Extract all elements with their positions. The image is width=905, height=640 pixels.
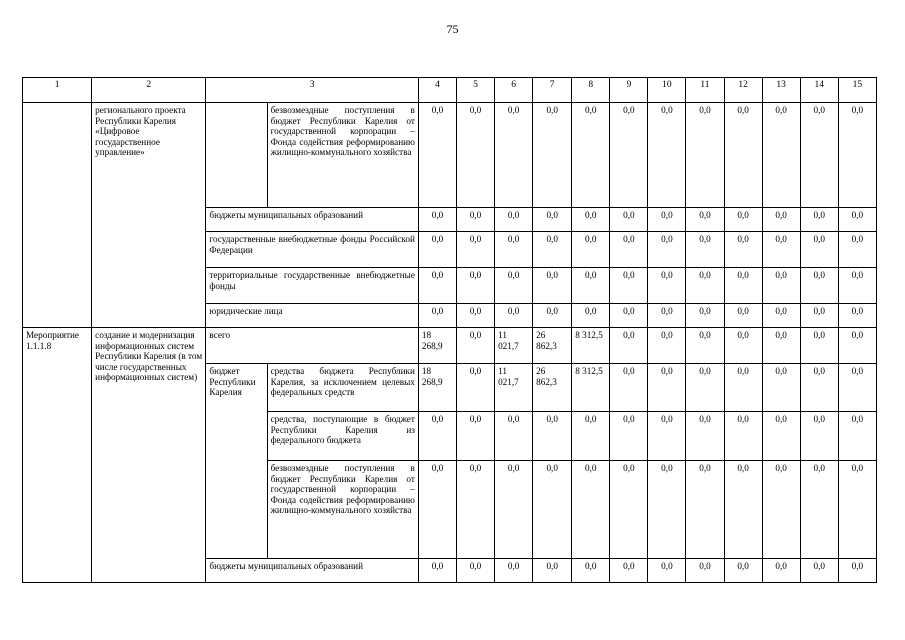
value-cell: 0,0 (572, 412, 610, 461)
value-cell: 0,0 (724, 412, 762, 461)
col-header-12: 12 (724, 78, 762, 103)
value-cell: 0,0 (648, 268, 686, 304)
value-cell: 0,0 (495, 208, 533, 232)
value-cell: 0,0 (610, 232, 648, 268)
value-cell: 0,0 (456, 268, 494, 304)
table-row (23, 328, 877, 364)
value-cell: 0,0 (572, 304, 610, 328)
funding-table (22, 77, 877, 583)
value-cell: 0,0 (686, 232, 724, 268)
value-cell: 0,0 (762, 208, 800, 232)
value-cell: 0,0 (838, 304, 876, 328)
activity-code-cell: Мероприятие 1.1.1.8 (23, 328, 92, 583)
value-cell: 0,0 (572, 103, 610, 208)
value-cell: 0,0 (838, 364, 876, 412)
source-label: средства бюджета Республики Карелия, за исключением целевых федеральных средств (267, 364, 418, 412)
value-cell: 0,0 (456, 232, 494, 268)
value-cell: 0,0 (724, 328, 762, 364)
value-cell: 0,0 (456, 208, 494, 232)
source-label: безвозмездные поступления в бюджет Республики Карелия от государственной корпорации – Фонда содействия реформированию жилищно-коммунального хозяйства (267, 103, 418, 208)
page-number: 75 (446, 22, 459, 36)
col-header-7: 7 (533, 78, 572, 103)
value-cell: 0,0 (533, 412, 572, 461)
value-cell: 0,0 (418, 559, 456, 583)
value-cell: 0,0 (648, 364, 686, 412)
col-header-4: 4 (418, 78, 456, 103)
value-cell: 0,0 (762, 412, 800, 461)
value-cell: 18 268,9 (418, 364, 456, 412)
value-cell: 0,0 (456, 461, 494, 559)
value-cell: 0,0 (800, 232, 838, 268)
value-cell: 0,0 (838, 559, 876, 583)
col-header-15: 15 (838, 78, 876, 103)
value-cell: 0,0 (533, 232, 572, 268)
value-cell: 0,0 (495, 268, 533, 304)
value-cell: 0,0 (418, 208, 456, 232)
value-cell: 0,0 (762, 461, 800, 559)
col-header-14: 14 (800, 78, 838, 103)
value-cell: 0,0 (533, 208, 572, 232)
value-cell: 0,0 (495, 461, 533, 559)
value-cell: 0,0 (456, 103, 494, 208)
value-cell: 0,0 (418, 461, 456, 559)
value-cell: 0,0 (533, 103, 572, 208)
value-cell: 0,0 (800, 364, 838, 412)
col-header-5: 5 (456, 78, 494, 103)
value-cell: 0,0 (648, 461, 686, 559)
value-cell: 0,0 (838, 461, 876, 559)
value-cell: 0,0 (800, 559, 838, 583)
source-label: бюджеты муниципальных образований (206, 208, 418, 232)
value-cell: 0,0 (800, 268, 838, 304)
value-cell: 0,0 (418, 304, 456, 328)
value-cell: 0,0 (762, 328, 800, 364)
value-cell: 0,0 (610, 364, 648, 412)
value-cell: 0,0 (838, 103, 876, 208)
value-cell: 0,0 (610, 103, 648, 208)
activity-name-cell: создание и модернизация информационных систем Республики Карелия (в том числе государственных информационных систем) (92, 328, 206, 583)
col-header-10: 10 (648, 78, 686, 103)
value-cell: 0,0 (648, 232, 686, 268)
value-cell: 0,0 (456, 559, 494, 583)
value-cell: 0,0 (533, 461, 572, 559)
value-cell: 0,0 (610, 268, 648, 304)
value-cell: 0,0 (533, 304, 572, 328)
value-cell: 0,0 (686, 559, 724, 583)
value-cell: 0,0 (762, 232, 800, 268)
col-header-11: 11 (686, 78, 724, 103)
value-cell: 0,0 (838, 208, 876, 232)
value-cell: 0,0 (495, 232, 533, 268)
value-cell: 0,0 (648, 559, 686, 583)
value-cell: 0,0 (418, 268, 456, 304)
value-cell: 18 268,9 (418, 328, 456, 364)
value-cell: 0,0 (686, 304, 724, 328)
value-cell: 0,0 (686, 461, 724, 559)
value-cell: 0,0 (724, 103, 762, 208)
value-cell: 0,0 (648, 304, 686, 328)
value-cell: 0,0 (762, 103, 800, 208)
value-cell: 0,0 (724, 364, 762, 412)
source-label: юридические лица (206, 304, 418, 328)
value-cell: 0,0 (418, 103, 456, 208)
value-cell: 0,0 (762, 559, 800, 583)
source-label: безвозмездные поступления в бюджет Республики Карелия от государственной корпорации – Фонда содействия реформированию жилищно-коммунального хозяйства (267, 461, 418, 559)
value-cell: 0,0 (648, 412, 686, 461)
value-cell: 0,0 (724, 559, 762, 583)
value-cell: 0,0 (495, 559, 533, 583)
value-cell: 0,0 (495, 103, 533, 208)
value-cell: 0,0 (648, 103, 686, 208)
value-cell: 0,0 (610, 304, 648, 328)
col-header-6: 6 (495, 78, 533, 103)
value-cell: 0,0 (495, 304, 533, 328)
value-cell: 0,0 (762, 364, 800, 412)
value-cell: 0,0 (800, 412, 838, 461)
value-cell: 0,0 (456, 364, 494, 412)
source-label: всего (206, 328, 418, 364)
value-cell: 0,0 (572, 232, 610, 268)
value-cell: 0,0 (686, 268, 724, 304)
value-cell: 0,0 (838, 412, 876, 461)
col-header-3: 3 (206, 78, 418, 103)
value-cell: 0,0 (838, 328, 876, 364)
value-cell: 0,0 (724, 304, 762, 328)
value-cell: 8 312,5 (572, 328, 610, 364)
source-label: территориальные государственные внебюджетные фонды (206, 268, 418, 304)
value-cell: 26 862,3 (533, 364, 572, 412)
value-cell: 0,0 (572, 268, 610, 304)
value-cell: 0,0 (648, 328, 686, 364)
value-cell: 0,0 (762, 304, 800, 328)
value-cell: 0,0 (724, 208, 762, 232)
value-cell: 0,0 (724, 461, 762, 559)
budget-rk-label: бюджет Республики Карелия (206, 364, 267, 559)
source-label: средства, поступающие в бюджет Республики Карелия из федерального бюджета (267, 412, 418, 461)
value-cell: 0,0 (800, 328, 838, 364)
value-cell: 8 312,5 (572, 364, 610, 412)
value-cell: 0,0 (610, 208, 648, 232)
value-cell: 0,0 (838, 268, 876, 304)
value-cell: 0,0 (456, 328, 494, 364)
value-cell: 0,0 (838, 232, 876, 268)
value-cell: 0,0 (686, 328, 724, 364)
value-cell: 0,0 (724, 232, 762, 268)
value-cell: 0,0 (800, 208, 838, 232)
value-cell: 0,0 (800, 461, 838, 559)
value-cell: 0,0 (800, 304, 838, 328)
col-header-9: 9 (610, 78, 648, 103)
value-cell: 0,0 (762, 268, 800, 304)
value-cell: 0,0 (686, 208, 724, 232)
project-name-cell: регионального проекта Республики Карелия «Цифровое государственное управление» (92, 103, 206, 328)
value-cell: 0,0 (495, 412, 533, 461)
value-cell: 0,0 (648, 208, 686, 232)
value-cell: 0,0 (800, 103, 838, 208)
value-cell: 0,0 (724, 268, 762, 304)
col-header-2: 2 (92, 78, 206, 103)
value-cell: 0,0 (456, 412, 494, 461)
table-row (23, 103, 877, 208)
subsource-cell (206, 103, 267, 208)
value-cell: 11 021,7 (495, 328, 533, 364)
value-cell: 0,0 (533, 268, 572, 304)
value-cell: 0,0 (610, 559, 648, 583)
col-header-8: 8 (572, 78, 610, 103)
value-cell: 26 862,3 (533, 328, 572, 364)
value-cell: 0,0 (610, 412, 648, 461)
code-cell (23, 103, 92, 328)
col-header-13: 13 (762, 78, 800, 103)
value-cell: 0,0 (418, 232, 456, 268)
value-cell: 0,0 (572, 461, 610, 559)
value-cell: 0,0 (418, 412, 456, 461)
value-cell: 0,0 (686, 364, 724, 412)
value-cell: 0,0 (610, 328, 648, 364)
value-cell: 0,0 (456, 304, 494, 328)
value-cell: 0,0 (572, 559, 610, 583)
source-label: бюджеты муниципальных образований (206, 559, 418, 583)
col-header-1: 1 (23, 78, 92, 103)
value-cell: 0,0 (610, 461, 648, 559)
value-cell: 0,0 (686, 412, 724, 461)
column-number-row (23, 78, 877, 103)
value-cell: 0,0 (533, 559, 572, 583)
source-label: государственные внебюджетные фонды Российской Федерации (206, 232, 418, 268)
value-cell: 0,0 (686, 103, 724, 208)
value-cell: 11 021,7 (495, 364, 533, 412)
value-cell: 0,0 (572, 208, 610, 232)
